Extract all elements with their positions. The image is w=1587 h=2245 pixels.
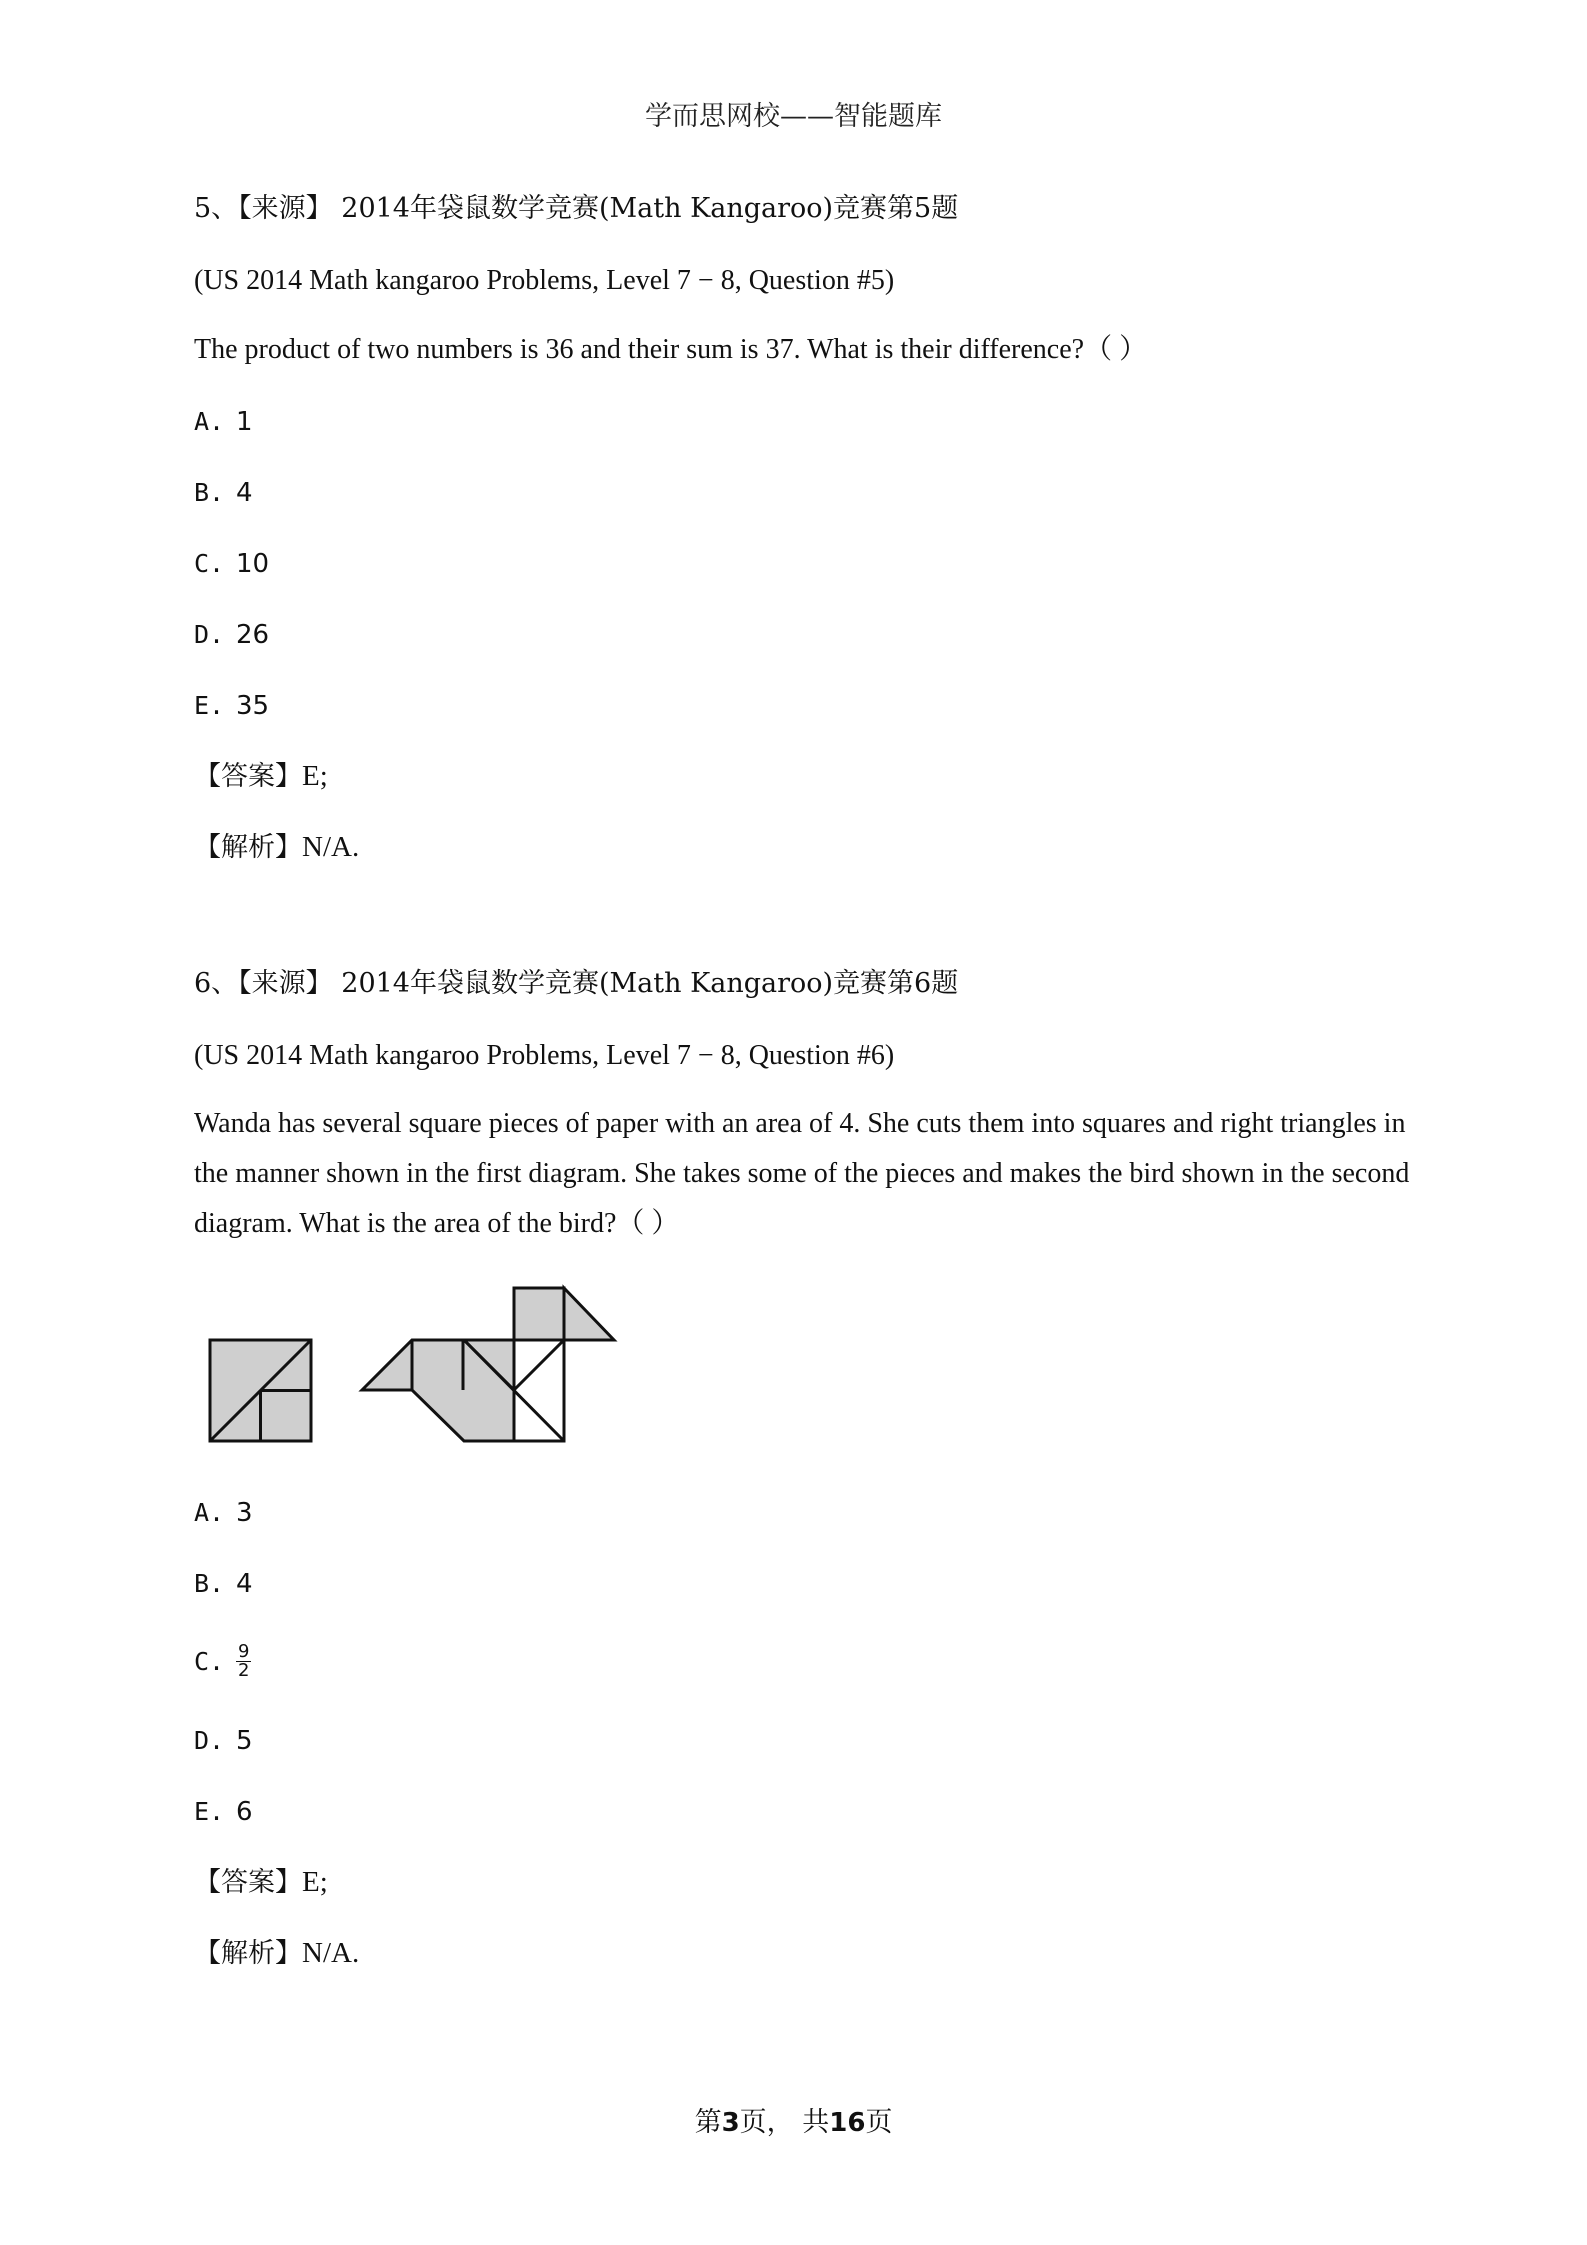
option-letter: E. xyxy=(194,691,225,720)
page-footer xyxy=(0,2100,1587,2139)
q5-option-d xyxy=(194,617,269,652)
option-value: 1 xyxy=(236,407,253,437)
option-value: 3 xyxy=(236,1498,253,1528)
analysis-tag: 【解析】 xyxy=(194,832,302,863)
q6-reference-line: (US 2014 Math kangaroo Problems, Level 7 − 8, Question #6) xyxy=(194,1040,895,1071)
option-value: 6 xyxy=(236,1797,253,1827)
option-value: 10 xyxy=(236,549,270,579)
q6-option-a xyxy=(194,1495,253,1530)
q5-option-a xyxy=(194,404,253,439)
tangram-figures xyxy=(206,1280,626,1450)
q6-option-e xyxy=(194,1794,253,1829)
fraction-value xyxy=(236,1643,251,1680)
answer-tag: 【答案】 xyxy=(194,1867,302,1898)
option-letter: B. xyxy=(194,478,225,507)
footer-page-number: 3 xyxy=(721,2108,740,2138)
q6-answer xyxy=(194,1865,328,1900)
analysis-tag: 【解析】 xyxy=(194,1938,302,1969)
page-header-title: 学而思网校——智能题库 xyxy=(645,101,942,132)
option-letter: C. xyxy=(194,549,225,578)
footer-suffix: 页 xyxy=(865,2107,893,2138)
q5-answer xyxy=(194,759,328,794)
fraction-numerator: 9 xyxy=(238,1641,250,1663)
q6-option-c xyxy=(194,1641,251,1682)
option-letter: E. xyxy=(194,1797,225,1826)
bird-head xyxy=(514,1288,564,1340)
option-letter: C. xyxy=(194,1647,225,1676)
option-letter: D. xyxy=(194,1726,225,1755)
q5-reference-line: (US 2014 Math kangaroo Problems, Level 7 − 8, Question #5) xyxy=(194,265,895,296)
cut-square-diagram xyxy=(210,1340,311,1441)
q6-option-d xyxy=(194,1723,253,1758)
q5-option-e xyxy=(194,688,269,723)
option-letter: A. xyxy=(194,407,225,436)
footer-prefix: 第 xyxy=(694,2107,722,2138)
footer-mid: 页， 共 xyxy=(739,2107,830,2138)
q5-analysis xyxy=(194,830,359,865)
bird-diagram xyxy=(362,1288,614,1441)
q6-question-text: Wanda has several square pieces of paper with an area of 4. She cuts them into squares and right triangles in the manner shown in the first diagram. She takes some of the pieces and makes the bird shown in the second diagram. What is the area of the bird?（ ） xyxy=(194,1108,1410,1239)
answer-tag: 【答案】 xyxy=(194,761,302,792)
q6-source-line: 6、【来源】 2014年袋鼠数学竞赛(Math Kangaroo)竞赛第6题 xyxy=(194,968,959,999)
analysis-value: N/A. xyxy=(302,831,360,863)
footer-total-pages: 16 xyxy=(829,2108,866,2138)
bird-beak xyxy=(564,1288,614,1340)
option-value: 35 xyxy=(236,691,270,721)
answer-value: E; xyxy=(302,760,328,792)
option-letter: B. xyxy=(194,1569,225,1598)
option-value: 4 xyxy=(236,1569,253,1599)
analysis-value: N/A. xyxy=(302,1937,360,1969)
q6-option-b xyxy=(194,1566,253,1601)
option-value: 26 xyxy=(236,620,270,650)
option-letter: D. xyxy=(194,620,225,649)
answer-value: E; xyxy=(302,1866,328,1898)
option-value: 4 xyxy=(236,478,253,508)
q5-source-line: 5、【来源】 2014年袋鼠数学竞赛(Math Kangaroo)竞赛第5题 xyxy=(194,193,959,224)
option-letter: A. xyxy=(194,1498,225,1527)
fraction-denominator: 2 xyxy=(238,1660,250,1682)
q5-option-b xyxy=(194,475,253,510)
q5-option-c xyxy=(194,546,269,581)
bird-tail xyxy=(514,1340,564,1441)
q5-question-text: The product of two numbers is 36 and their sum is 37. What is their difference?（ ） xyxy=(194,334,1148,365)
q6-analysis xyxy=(194,1936,359,1971)
option-value: 5 xyxy=(236,1726,253,1756)
